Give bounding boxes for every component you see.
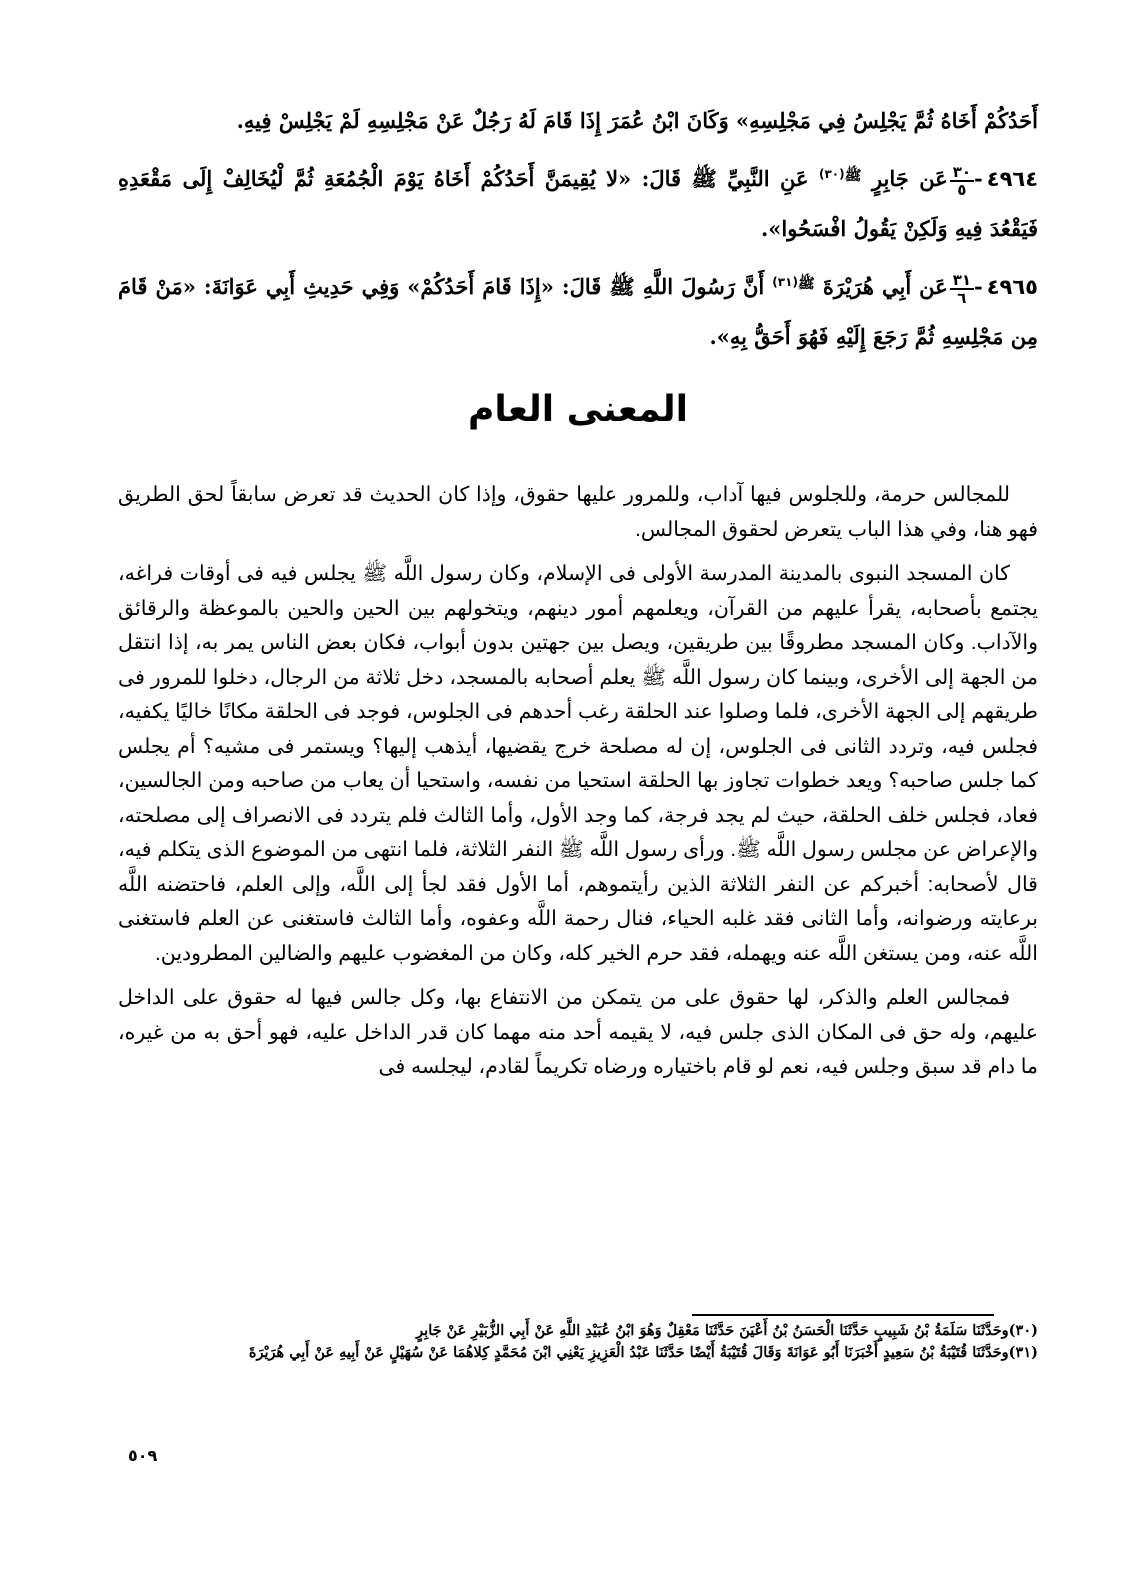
dash: - <box>974 274 983 299</box>
footnote-ref[interactable]: (٣٠) <box>819 167 845 181</box>
footnote-31: (٣١)وحَدَّثَنَا قُتَيْبَةُ بْنُ سَعِيدٍ أَخْبَرَنَا أَبُو عَوَانَةَ وَقَالَ قُتَيْبَةُ أَيْضًا حَدَّثَنَا عَبْدُ الْعَزِيزِ يَعْنِي ابْنَ مُحَمَّدٍ كِلاهُمَا عَنْ سُهَيْلٍ عَنْ أَبِيهِ عَنْ أَبِي هُرَيْرَةَ <box>248 1344 1038 1361</box>
hadith-sub-number <box>950 272 974 306</box>
hadith-sub-number <box>950 164 974 198</box>
hadith-number: ٤٩٦٤ <box>986 167 1039 191</box>
hadith-continuation-text: أَحَدُكُمْ أَخَاهُ ثُمَّ يَجْلِسُ فِي مَجْلِسِهِ» وَكَانَ ابْنُ عُمَرَ إِذَا قَامَ لَهُ رَجُلٌ عَنْ مَجْلِسِهِ لَمْ يَجْلِسْ فِيهِ. <box>236 108 1038 133</box>
dash: - <box>974 166 983 191</box>
honorific-icon: ﷺ <box>844 168 862 184</box>
hadith-text: أَنَّ رَسُولَ اللَّهِ ﷺ قَالَ: «إِذَا قَامَ أَحَدُكُمْ» وَفِي حَدِيثِ أَبِي عَوَانَةَ: «مَنْ قَامَ مِن مَجْلِسِهِ ثُمَّ رَجَعَ إِلَيْهِ فَهُوَ أَحَقُّ بِهِ». <box>118 274 1038 349</box>
hadith-number: ٤٩٦٥ <box>986 275 1038 299</box>
footnote-divider <box>692 1314 994 1316</box>
page-number: ٥٠٩ <box>128 1446 158 1465</box>
hadith-continuation <box>118 96 1038 146</box>
paragraph: كان المسجد النبوى بالمدينة المدرسة الأولى فى الإسلام، وكان رسول اللَّه ﷺ يجلس فيه فى أوقات فراغه، يجتمع بأصحابه، يقرأ عليهم من القرآن، ويعلمهم أمور دينهم، ويتخولهم بين الحين والحين بالموعظة والرقائق والآداب. وكان المسجد مطروقًا بين طريقين، ويصل بين جهتين بدون أبواب، فكان بعض الناس يمر به، إذا انتقل من الجهة إلى الأخرى، وبينما كان رسول اللَّه ﷺ يعلم أصحابه بالمسجد، دخل ثلاثة من الرجال، دخلوا للمرور فى طريقهم إلى الجهة الأخرى، فلما وصلوا عند الحلقة رغب أحدهم فى الجلوس، فوجد فى الحلقة مكانًا خاليًا يكفيه، فجلس فيه، وتردد الثانى فى الجلوس، إن له مصلحة خرج يقضيها، أيذهب إليها؟ ويستمر فى مشيه؟ أم يجلس كما جلس صاحبه؟ ويعد خطوات تجاوز بها الحلقة استحيا من نفسه، واستحيا أن يعاب من صاحبه ومن الجالسين، فعاد، فجلس خلف الحلقة، حيث لم يجد فرجة، كما وجد الأول، وأما الثالث فلم يتردد فى الانصراف إلى مصلحته، والإعراض عن مجلس رسول اللَّه ﷺ. ورأى رسول اللَّه ﷺ النفر الثلاثة، فلما انتهى من الموضوع الذى يتكلم فيه، قال لأصحابه: أخبركم عن النفر الثلاثة الذين رأيتموهم، أما الأول فقد لجأ إلى اللَّه، وإلى العلم، فاحتضنه اللَّه برعايته ورضوانه، وأما الثانى فقد غلبه الحياء، فنال رحمة اللَّه وعفوه، وأما الثالث فاستغنى عن العلم فاستغنى اللَّه عنه، ومن يستغن اللَّه عنه ويهمله، فقد حرم الخير كله، وكان من المغضوب عليهم والضالين المطرودين. <box>118 562 1038 965</box>
paragraph: للمجالس حرمة، وللجلوس فيها آداب، وللمرور عليها حقوق، وإذا كان الحديث قد تعرض سابقاً لحق الطريق فهو هنا، وفي هذا الباب يتعرض لحقوق المجالس. <box>118 483 1038 541</box>
sub-number-top: ٣٠ <box>950 164 974 182</box>
paragraph: فمجالس العلم والذكر، لها حقوق على من يتمكن من الانتفاع بها، وكل جالس فيها له حقوق على الداخل عليهم، وله حق فى المكان الذى جلس فيه، لا يقيمه أحد منه مهما كان قدر الداخل عليه، فهو أحق به من غيره، ما دام قد سبق وجلس فيه، نعم لو قام باختياره ورضاه تكريماً لقادم، ليجلسه فى <box>118 986 1038 1078</box>
hadith-narrator: عَن أَبِي هُرَيْرَةَ <box>822 274 948 299</box>
sub-number-bottom: ٦ <box>957 288 967 307</box>
page-body <box>118 96 1038 1095</box>
hadith-4964 <box>118 154 1038 254</box>
sub-number-top: ٣١ <box>950 272 974 290</box>
hadith-narrator: عَن جَابِرٍ <box>871 166 948 191</box>
hadith-text: عَنِ النَّبِيِّ ﷺ قَالَ: «لا يُقِيمَنَّ أَحَدُكُمْ أَخَاهُ يَوْمَ الْجُمُعَةِ ثُمَّ لْيُخَالِفْ إِلَى مَقْعَدِهِ فَيَقْعُدَ فِيهِ وَلَكِنْ يَقُولُ افْسَحُوا». <box>118 166 1038 241</box>
sub-number-bottom: ٥ <box>957 180 967 199</box>
footnote-ref[interactable]: (٣١) <box>772 275 798 289</box>
hadith-4965 <box>118 262 1038 362</box>
honorific-icon: ﷺ <box>797 276 815 292</box>
section-title: المعنى العام <box>467 389 689 430</box>
footnote-30: (٣٠)وحَدَّثَنَا سَلَمَةُ بْنُ شَبِيبٍ حَدَّثَنَا الْحَسَنُ بْنُ أَعْيَنَ حَدَّثَنَا مَعْقِلٌ وَهُوَ ابْنُ عُبَيْدِ اللَّهِ عَنْ أَبِي الزُّبَيْرِ عَنْ جَابِرٍ <box>416 1322 1038 1339</box>
footnotes <box>118 1320 1038 1364</box>
